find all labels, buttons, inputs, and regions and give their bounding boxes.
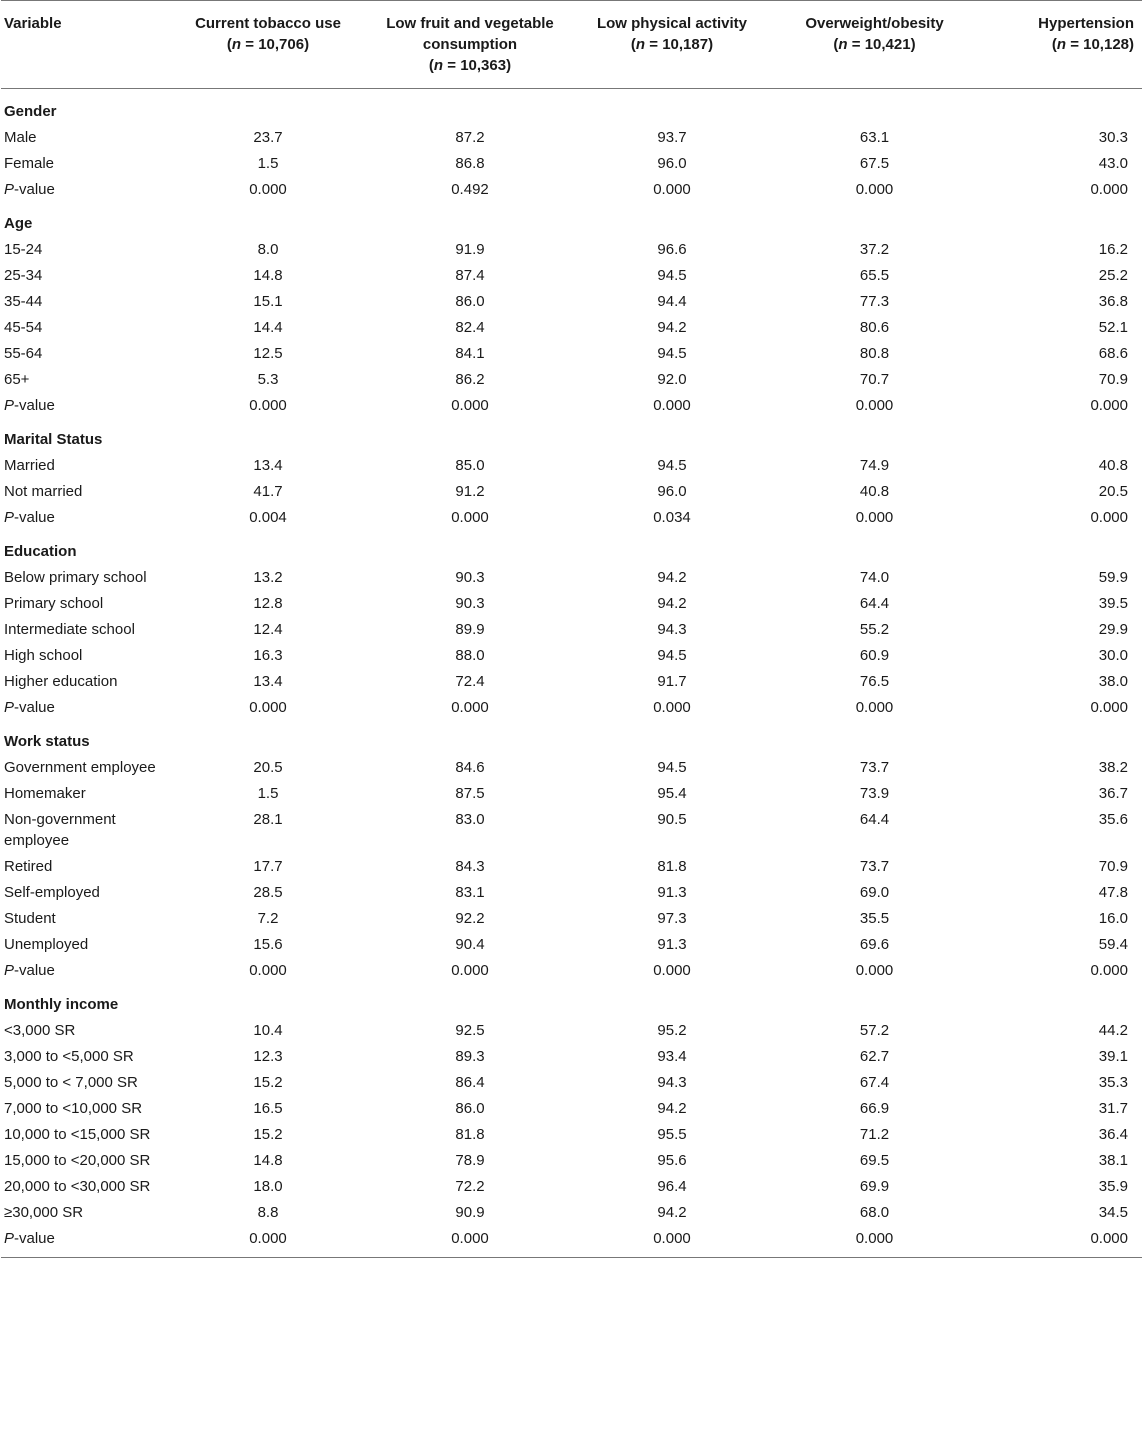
pvalue-row [1, 958, 1142, 984]
row-label: <3,000 SR [4, 1022, 76, 1039]
pvalue-cell: 0.000 [1090, 181, 1128, 198]
cell-value: 86.0 [455, 1100, 485, 1117]
cell-value: 94.2 [657, 1204, 687, 1221]
cell-value: 15.6 [253, 936, 283, 953]
pvalue-cell: 0.000 [249, 962, 287, 979]
cell-value: 13.2 [253, 569, 283, 586]
cell-value: 62.7 [859, 1048, 890, 1065]
table-row [1, 367, 1142, 393]
cell-value: 38.1 [1098, 1152, 1128, 1169]
section-header-row [1, 419, 1142, 453]
cell-value: 28.5 [253, 884, 283, 901]
cell-value: 80.8 [859, 345, 890, 362]
pvalue-row [1, 505, 1142, 531]
section-header-row [1, 531, 1142, 565]
table-row [1, 237, 1142, 263]
cell-value: 12.8 [253, 595, 283, 612]
cell-value: 12.4 [253, 621, 283, 638]
cell-value: 87.2 [455, 129, 485, 146]
cell-value: 94.2 [657, 569, 687, 586]
row-label: Homemaker [4, 785, 86, 802]
cell-value: 83.1 [455, 884, 485, 901]
header-col-overweight: Overweight/obesity (n = 10,421) [773, 1, 978, 89]
section-header-row [1, 89, 1142, 126]
cell-value: 94.4 [657, 293, 687, 310]
cell-value: 55.2 [859, 621, 890, 638]
cell-value: 30.3 [1098, 129, 1128, 146]
cell-value: 97.3 [657, 910, 687, 927]
cell-value: 94.3 [657, 1074, 687, 1091]
cell-value: 52.1 [1098, 319, 1128, 336]
cell-value: 95.5 [657, 1126, 687, 1143]
pvalue-label: P-value [4, 962, 55, 979]
cell-value: 90.9 [455, 1204, 485, 1221]
table-row [1, 1122, 1142, 1148]
cell-value: 41.7 [253, 483, 283, 500]
table-row [1, 125, 1142, 151]
cell-value: 87.4 [455, 267, 485, 284]
cell-value: 73.9 [859, 785, 890, 802]
section-header-row [1, 721, 1142, 755]
cell-value: 86.2 [455, 371, 485, 388]
table-row [1, 289, 1142, 315]
pvalue-cell: 0.000 [1090, 509, 1128, 526]
table-row [1, 807, 1142, 854]
cell-value: 80.6 [859, 319, 890, 336]
pvalue-cell: 0.000 [653, 962, 691, 979]
cell-value: 67.5 [859, 155, 890, 172]
row-label: Self-employed [4, 884, 100, 901]
cell-value: 5.3 [257, 371, 279, 388]
row-label: Married [4, 457, 55, 474]
row-label: 10,000 to <15,000 SR [4, 1126, 151, 1143]
table-header [1, 1, 1142, 89]
cell-value: 74.0 [859, 569, 890, 586]
row-label: Higher education [4, 673, 118, 690]
cell-value: 8.0 [257, 241, 279, 258]
row-label: 65+ [4, 371, 30, 388]
row-label: High school [4, 647, 83, 664]
cell-value: 83.0 [455, 811, 485, 828]
section-title: Marital Status [4, 431, 103, 448]
cell-value: 95.2 [657, 1022, 687, 1039]
cell-value: 94.2 [657, 595, 687, 612]
pvalue-cell: 0.000 [249, 699, 287, 716]
cell-value: 92.0 [657, 371, 687, 388]
cell-value: 10.4 [253, 1022, 283, 1039]
cell-value: 64.4 [859, 595, 890, 612]
cell-value: 73.7 [859, 759, 890, 776]
cell-value: 85.0 [455, 457, 485, 474]
pvalue-cell: 0.000 [1090, 397, 1128, 414]
cell-value: 94.2 [657, 1100, 687, 1117]
cell-value: 23.7 [253, 129, 283, 146]
pvalue-cell: 0.000 [249, 397, 287, 414]
table-row [1, 151, 1142, 177]
cell-value: 15.2 [253, 1074, 283, 1091]
cell-value: 91.9 [455, 241, 485, 258]
table-row [1, 643, 1142, 669]
row-label: 20,000 to <30,000 SR [4, 1178, 151, 1195]
section-title: Work status [4, 733, 90, 750]
pvalue-label: P-value [1, 1226, 169, 1258]
cell-value: 90.4 [455, 936, 485, 953]
header-col-physical-activity: Low physical activity (n = 10,187) [573, 1, 773, 89]
cell-value: 16.3 [253, 647, 283, 664]
cell-value: 18.0 [253, 1178, 283, 1195]
cell-value: 69.5 [859, 1152, 890, 1169]
cell-value: 31.7 [1098, 1100, 1128, 1117]
cell-value: 7.2 [257, 910, 279, 927]
cell-value: 47.8 [1098, 884, 1128, 901]
table-row [1, 565, 1142, 591]
cell-value: 16.2 [1098, 241, 1128, 258]
cell-value: 17.7 [253, 858, 283, 875]
pvalue-cell: 0.000 [169, 1226, 369, 1258]
cell-value: 59.4 [1098, 936, 1128, 953]
cell-value: 34.5 [1098, 1204, 1128, 1221]
cell-value: 68.6 [1098, 345, 1128, 362]
cell-value: 1.5 [257, 785, 279, 802]
cell-value: 94.5 [657, 267, 687, 284]
cell-value: 8.8 [257, 1204, 279, 1221]
pvalue-cell: 0.000 [451, 962, 489, 979]
row-label: 3,000 to <5,000 SR [4, 1048, 134, 1065]
cell-value: 86.8 [455, 155, 485, 172]
row-label: Not married [4, 483, 83, 500]
pvalue-cell: 0.000 [369, 1226, 573, 1258]
cell-value: 84.6 [455, 759, 485, 776]
cell-value: 12.3 [253, 1048, 283, 1065]
pvalue-cell: 0.000 [773, 1226, 978, 1258]
table-row [1, 880, 1142, 906]
row-label: ≥30,000 SR [4, 1204, 84, 1221]
cell-value: 1.5 [257, 155, 279, 172]
pvalue-cell: 0.034 [653, 509, 691, 526]
cell-value: 70.7 [859, 371, 890, 388]
cell-value: 16.5 [253, 1100, 283, 1117]
pvalue-cell: 0.000 [653, 181, 691, 198]
pvalue-cell: 0.000 [653, 699, 691, 716]
pvalue-row [1, 695, 1142, 721]
cell-value: 84.1 [455, 345, 485, 362]
pvalue-cell: 0.004 [249, 509, 287, 526]
row-label: 7,000 to <10,000 SR [4, 1100, 143, 1117]
cell-value: 92.5 [455, 1022, 485, 1039]
cell-value: 86.0 [455, 293, 485, 310]
cell-value: 69.9 [859, 1178, 890, 1195]
cell-value: 91.7 [657, 673, 687, 690]
cell-value: 13.4 [253, 457, 283, 474]
cell-value: 14.8 [253, 267, 283, 284]
pvalue-cell: 0.000 [249, 181, 287, 198]
table-row [1, 932, 1142, 958]
cell-value: 69.6 [859, 936, 890, 953]
cell-value: 70.9 [1098, 858, 1128, 875]
cell-value: 70.9 [1098, 371, 1128, 388]
pvalue-row [1, 177, 1142, 203]
cell-value: 93.4 [657, 1048, 687, 1065]
cell-value: 72.2 [455, 1178, 485, 1195]
table-row [1, 1174, 1142, 1200]
pvalue-row [1, 393, 1142, 419]
cell-value: 13.4 [253, 673, 283, 690]
cell-value: 20.5 [1098, 483, 1128, 500]
cell-value: 96.0 [657, 155, 687, 172]
header-col-title: Overweight/obesity [805, 15, 944, 32]
cell-value: 90.3 [455, 595, 485, 612]
section-title: Education [4, 543, 77, 560]
cell-value: 36.4 [1098, 1126, 1128, 1143]
pvalue-row [1, 1226, 1142, 1258]
cell-value: 39.5 [1098, 595, 1128, 612]
cell-value: 71.2 [859, 1126, 890, 1143]
cell-value: 38.0 [1098, 673, 1128, 690]
cell-value: 91.2 [455, 483, 485, 500]
table-body [1, 89, 1142, 1258]
cell-value: 29.9 [1098, 621, 1128, 638]
header-col-title: Low physical activity [596, 15, 748, 32]
cell-value: 35.3 [1098, 1074, 1128, 1091]
cell-value: 63.1 [859, 129, 890, 146]
table-row [1, 781, 1142, 807]
cell-value: 36.8 [1098, 293, 1128, 310]
cell-value: 81.8 [455, 1126, 485, 1143]
cell-value: 94.5 [657, 345, 687, 362]
cell-value: 57.2 [859, 1022, 890, 1039]
header-col-fruit-veg: Low fruit and vegetable consumption (n = 10,363) [369, 1, 573, 89]
table-row [1, 479, 1142, 505]
cell-value: 64.4 [859, 811, 890, 828]
cell-value: 36.7 [1098, 785, 1128, 802]
cell-value: 88.0 [455, 647, 485, 664]
cell-value: 35.5 [859, 910, 890, 927]
cell-value: 96.4 [657, 1178, 687, 1195]
cell-value: 25.2 [1098, 267, 1128, 284]
pvalue-label: P-value [4, 397, 55, 414]
row-label: Student [4, 910, 56, 927]
header-col-tobacco: Current tobacco use (n = 10,706) [169, 1, 369, 89]
header-col-title: Hypertension [1038, 15, 1134, 32]
table-row [1, 1044, 1142, 1070]
section-header-row [1, 203, 1142, 237]
table-row [1, 1148, 1142, 1174]
cell-value: 91.3 [657, 884, 687, 901]
cell-value: 12.5 [253, 345, 283, 362]
pvalue-cell: 0.000 [855, 962, 894, 979]
pvalue-cell: 0.000 [451, 699, 489, 716]
row-label: 5,000 to < 7,000 SR [4, 1074, 138, 1091]
cell-value: 40.8 [1098, 457, 1128, 474]
pvalue-cell: 0.000 [855, 397, 894, 414]
table-row [1, 453, 1142, 479]
table-row [1, 617, 1142, 643]
cell-value: 43.0 [1098, 155, 1128, 172]
cell-value: 14.8 [253, 1152, 283, 1169]
pvalue-cell: 0.000 [1090, 962, 1128, 979]
cell-value: 74.9 [859, 457, 890, 474]
row-label: Retired [4, 858, 53, 875]
cell-value: 60.9 [859, 647, 890, 664]
header-col-hypertension: Hypertension (n = 10,128) [978, 1, 1142, 89]
header-col-title: Low fruit and vegetable consumption [386, 15, 554, 53]
cell-value: 67.4 [859, 1074, 890, 1091]
cell-value: 66.9 [859, 1100, 890, 1117]
cell-value: 28.1 [253, 811, 283, 828]
pvalue-cell: 0.000 [1090, 699, 1128, 716]
cell-value: 14.4 [253, 319, 283, 336]
row-label: Government employee [4, 759, 156, 776]
section-title: Age [4, 215, 33, 232]
cell-value: 69.0 [859, 884, 890, 901]
cell-value: 93.7 [657, 129, 687, 146]
cell-value: 94.5 [657, 457, 687, 474]
cell-value: 82.4 [455, 319, 485, 336]
table-row [1, 1070, 1142, 1096]
table-row [1, 755, 1142, 781]
row-label: Intermediate school [4, 621, 135, 638]
cell-value: 38.2 [1098, 759, 1128, 776]
section-title: Gender [4, 103, 57, 120]
pvalue-label: P-value [4, 181, 55, 198]
table-row [1, 1200, 1142, 1226]
cell-value: 87.5 [455, 785, 485, 802]
pvalue-cell: 0.000 [451, 509, 489, 526]
cell-value: 96.6 [657, 241, 687, 258]
header-variable: Variable [1, 1, 169, 89]
table-row [1, 341, 1142, 367]
pvalue-cell: 0.000 [653, 397, 691, 414]
cell-value: 86.4 [455, 1074, 485, 1091]
row-label: Male [4, 129, 37, 146]
table-row [1, 1096, 1142, 1122]
row-label: Below primary school [4, 569, 147, 586]
cell-value: 94.3 [657, 621, 687, 638]
cell-value: 95.4 [657, 785, 687, 802]
cell-value: 44.2 [1098, 1022, 1128, 1039]
pvalue-label: P-value [4, 509, 55, 526]
cell-value: 81.8 [657, 858, 687, 875]
pvalue-cell: 0.000 [978, 1226, 1142, 1258]
cell-value: 78.9 [455, 1152, 485, 1169]
table-row [1, 591, 1142, 617]
cell-value: 37.2 [859, 241, 890, 258]
cell-value: 39.1 [1098, 1048, 1128, 1065]
cell-value: 90.3 [455, 569, 485, 586]
cell-value: 15.2 [253, 1126, 283, 1143]
prevalence-table [1, 0, 1142, 1258]
cell-value: 40.8 [859, 483, 890, 500]
cell-value: 72.4 [455, 673, 485, 690]
cell-value: 35.6 [1098, 811, 1128, 828]
cell-value: 90.5 [657, 811, 687, 828]
cell-value: 94.2 [657, 319, 687, 336]
cell-value: 20.5 [253, 759, 283, 776]
cell-value: 35.9 [1098, 1178, 1128, 1195]
header-col-title: Current tobacco use [195, 15, 341, 32]
row-label: Primary school [4, 595, 104, 612]
cell-value: 77.3 [859, 293, 890, 310]
cell-value: 16.0 [1098, 910, 1128, 927]
section-header-row [1, 984, 1142, 1018]
cell-value: 15.1 [253, 293, 283, 310]
cell-value: 95.6 [657, 1152, 687, 1169]
table-row [1, 263, 1142, 289]
cell-value: 65.5 [859, 267, 890, 284]
row-label: 15-24 [4, 241, 43, 258]
cell-value: 96.0 [657, 483, 687, 500]
cell-value: 92.2 [455, 910, 485, 927]
table-row [1, 906, 1142, 932]
row-label: Unemployed [4, 936, 89, 953]
cell-value: 84.3 [455, 858, 485, 875]
section-title: Monthly income [4, 996, 119, 1013]
cell-value: 76.5 [859, 673, 890, 690]
table-row [1, 315, 1142, 341]
row-label: Female [4, 155, 55, 172]
pvalue-cell: 0.000 [855, 699, 894, 716]
row-label: Non-government employee [4, 811, 116, 849]
row-label: 25-34 [4, 267, 43, 284]
cell-value: 89.9 [455, 621, 485, 638]
row-label: 35-44 [4, 293, 43, 310]
cell-value: 73.7 [859, 858, 890, 875]
row-label: 45-54 [4, 319, 43, 336]
pvalue-cell: 0.000 [855, 509, 894, 526]
table-row [1, 669, 1142, 695]
table-row [1, 854, 1142, 880]
row-label: 15,000 to <20,000 SR [4, 1152, 151, 1169]
row-label: 55-64 [4, 345, 43, 362]
cell-value: 68.0 [859, 1204, 890, 1221]
cell-value: 91.3 [657, 936, 687, 953]
cell-value: 94.5 [657, 759, 687, 776]
cell-value: 59.9 [1098, 569, 1128, 586]
cell-value: 30.0 [1098, 647, 1128, 664]
pvalue-cell: 0.000 [573, 1226, 773, 1258]
cell-value: 94.5 [657, 647, 687, 664]
table-row [1, 1018, 1142, 1044]
pvalue-cell: 0.000 [451, 397, 489, 414]
cell-value: 89.3 [455, 1048, 485, 1065]
pvalue-cell: 0.492 [451, 181, 489, 198]
pvalue-label: P-value [4, 699, 55, 716]
pvalue-cell: 0.000 [855, 181, 894, 198]
